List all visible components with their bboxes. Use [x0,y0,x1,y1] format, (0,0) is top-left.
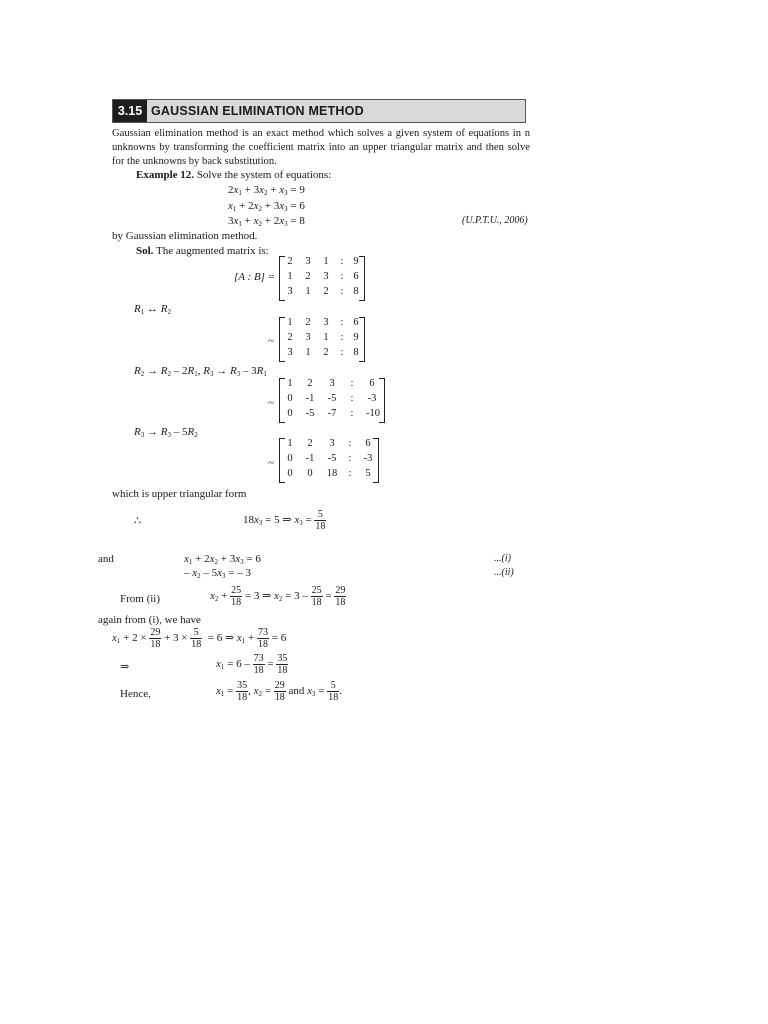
x2-solution: $x_2$ + $\frac{25}{18}$ = 3 ⇒ $x_2 = 3$ – $\frac{25}{18}$ = $\frac{29}{18}$ [210,584,346,608]
section-number: 3.15 [113,100,147,122]
equation-ii: – $x_2 - 5x_3$ = – 3 [184,567,251,580]
matrix-cell: 18 [326,468,338,479]
matrix-separator: : [348,468,352,479]
matrix-cell: 8 [353,347,359,358]
final-answer: $x_1$ = $\frac{35}{18}$ , $x_2$ = $\frac{29}{18}$ and $x_3$ = $\frac{5}{18}$ . [216,679,342,703]
matrix-cell: 1 [287,271,293,282]
equation-3: $3x_1 + x_2 + 2x_3 = 8$ [228,215,305,228]
row-op-2: $R_2 \to R_2 - 2R_1$, $R_3 \to R_3 - 3R_1$ [134,365,267,378]
matrix-cell: 5 [365,468,371,479]
equation-2: $x_1 + 2x_2 + 3x_3 = 6$ [228,200,305,213]
matrix-separator: : [348,438,352,449]
matrix-cell: 1 [287,317,293,328]
section-title: GAUSSIAN ELIMINATION METHOD [151,104,364,118]
matrix-row [280,271,364,286]
equation-i: $x_1 + 2x_2 + 3x_3 = 6$ [184,553,261,566]
matrix-separator: : [348,453,352,464]
matrix-cell: 0 [287,408,293,419]
matrix-row [280,347,364,362]
matrix-cell: 3 [323,317,329,328]
matrix-cell: -10 [366,408,380,419]
matrix-step-3 [279,438,379,483]
matrix-separator: : [350,393,354,404]
matrix-cell: 6 [369,378,375,389]
matrix-cell: 3 [305,256,311,267]
matrix-separator: : [340,317,344,328]
tilde-1: ~ [268,335,274,347]
matrix-separator: : [340,347,344,358]
and-word: and [98,553,114,565]
matrix-cell: 6 [353,271,359,282]
matrix-step-2 [279,378,385,423]
matrix-cell: 9 [353,332,359,343]
x1-solution: $x_1 = 6$ – $\frac{73}{18}$ = $\frac{35}{18}$ [216,652,288,676]
matrix-cell: 2 [305,317,311,328]
matrix-cell: 0 [287,468,293,479]
matrix-row [280,408,384,423]
matrix-separator: : [340,256,344,267]
matrix-row [280,438,378,453]
matrix-cell: 6 [353,317,359,328]
matrix-cell: 2 [323,347,329,358]
x1-substitution: $x_1 + 2$ × $\frac{29}{18}$ + 3 × $\frac{5}{18}$ = 6 ⇒ $x_1$ + $\frac{73}{18}$ = 6 [112,626,287,650]
matrix-step-1 [279,317,365,362]
section-header [112,99,526,123]
solution-heading: Sol. The augmented matrix is: [136,245,269,257]
matrix-cell: -1 [305,393,315,404]
matrix-cell: 1 [305,286,311,297]
matrix-row [280,286,364,301]
matrix-row [280,378,384,393]
matrix-cell: -3 [367,393,377,404]
matrix-cell: 2 [287,332,293,343]
tilde-2: ~ [268,397,274,409]
from-ii-label: From (ii) [120,593,161,605]
matrix-cell: 1 [305,347,311,358]
row-op-swap: $R_1$ ↔ $R_2$ [134,303,171,316]
matrix-label: [A : B] = [234,271,276,283]
matrix-cell: 0 [287,393,293,404]
matrix-cell: 3 [287,286,293,297]
matrix-cell: 1 [323,332,329,343]
matrix-separator: : [350,378,354,389]
hence-label: Hence, [120,688,151,700]
matrix-cell: -1 [305,453,315,464]
matrix-cell: 3 [287,347,293,358]
augmented-matrix [279,256,365,301]
matrix-cell: -7 [327,408,337,419]
matrix-separator: : [340,271,344,282]
matrix-cell: 6 [365,438,371,449]
matrix-cell: 9 [353,256,359,267]
matrix-separator: : [340,332,344,343]
intro-paragraph: Gaussian elimination method is an exact method which solves a given system of equations in n unknowns by transforming the coefficient matrix into an upper triangular matrix and then solve for the unknowns by back substitution. [112,128,530,168]
therefore-symbol: ∴ [134,515,141,527]
triangular-note: which is upper triangular form [112,488,247,500]
matrix-cell: 3 [329,438,335,449]
again-note: again from (i), we have [98,614,201,626]
matrix-cell: 3 [305,332,311,343]
x3-solution: $18x_3 = 5$ ⇒ $x_3$ = $\frac{5}{18}$ [243,508,326,532]
matrix-cell: 2 [287,256,293,267]
matrix-row [280,256,364,271]
matrix-cell: 2 [323,286,329,297]
matrix-cell: -3 [363,453,373,464]
matrix-cell: 1 [287,378,293,389]
implies-symbol: ⇒ [120,661,130,673]
matrix-separator: : [340,286,344,297]
example-heading: Example 12. Solve the system of equations: [136,169,332,181]
equation-1: $2x_1 + 3x_2 + x_3 = 9$ [228,184,305,197]
matrix-row [280,317,364,332]
row-op-3: $R_3 \to R_3 - 5R_2$ [134,426,198,439]
matrix-row [280,332,364,347]
example-closing: by Gaussian elimination method. [112,230,258,242]
matrix-cell: 1 [323,256,329,267]
matrix-row [280,468,378,483]
matrix-cell: -5 [327,393,337,404]
matrix-cell: 2 [307,378,313,389]
label-i: ...(i) [494,553,511,564]
matrix-row [280,393,384,408]
matrix-cell: 8 [353,286,359,297]
matrix-cell: 0 [287,453,293,464]
reference: (U.P.T.U., 2006) [462,215,528,226]
matrix-cell: 2 [307,438,313,449]
label-ii: ...(ii) [494,567,514,578]
matrix-row [280,453,378,468]
matrix-cell: 1 [287,438,293,449]
tilde-3: ~ [268,457,274,469]
matrix-cell: 3 [329,378,335,389]
matrix-separator: : [350,408,354,419]
matrix-cell: -5 [305,408,315,419]
matrix-cell: 3 [323,271,329,282]
matrix-cell: -5 [327,453,337,464]
matrix-cell: 0 [307,468,313,479]
matrix-cell: 2 [305,271,311,282]
